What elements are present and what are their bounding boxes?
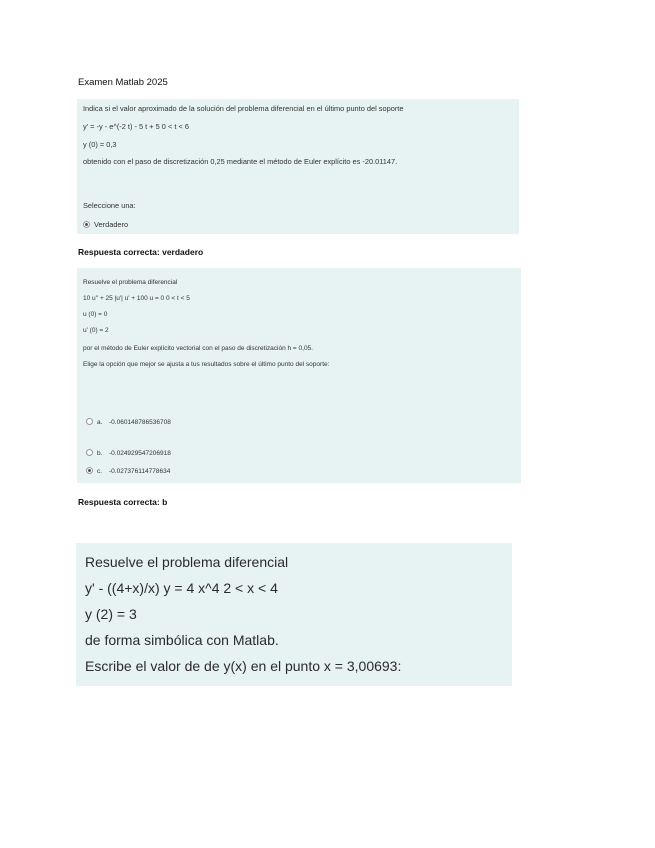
radio-selected-icon[interactable] xyxy=(86,467,93,474)
q1-initial-condition: y (0) = 0,3 xyxy=(83,140,117,149)
q1-statement: Indica si el valor aproximado de la solución del problema diferencial en el último punto del soporte xyxy=(83,104,404,113)
q2-initial-condition-u: u (0) = 0 xyxy=(83,311,108,318)
q2-correct-answer: Respuesta correcta: b xyxy=(78,497,168,507)
question-3-panel xyxy=(76,543,512,686)
q2-statement: Resuelve el problema diferencial xyxy=(83,279,178,286)
radio-unselected-icon[interactable] xyxy=(86,449,93,456)
q2-option-b[interactable]: b. -0.024929547206918 xyxy=(86,450,171,457)
question-2-panel xyxy=(77,268,521,483)
q3-equation: y' - ((4+x)/x) y = 4 x^4 2 < x < 4 xyxy=(85,580,278,596)
question-1-panel xyxy=(77,99,519,234)
q3-method: de forma simbólica con Matlab. xyxy=(85,632,279,648)
q2-method: por el método de Euler explícito vectorial con el paso de discretización h = 0,05. xyxy=(83,345,313,352)
q2-question: Elige la opción que mejor se ajusta a tus resultados sobre el último punto del soporte: xyxy=(83,361,330,368)
q2-initial-condition-du: u' (0) = 2 xyxy=(83,327,109,334)
document-title: Examen Matlab 2025 xyxy=(78,77,168,88)
q1-equation: y' = -y - e^(-2 t) - 5 t + 5 0 < t < 6 xyxy=(83,122,189,131)
q1-question: obtenido con el paso de discretización 0,25 mediante el método de Euler explícito es -20.01147. xyxy=(83,157,398,166)
q1-correct-answer: Respuesta correcta: verdadero xyxy=(78,247,204,257)
q2-option-c[interactable]: c. -0.027376114778634 xyxy=(86,468,170,475)
radio-unselected-icon[interactable] xyxy=(86,418,93,425)
q1-select-label: Seleccione una: xyxy=(83,201,136,210)
q2-option-a[interactable]: a. -0.060148786536708 xyxy=(86,419,171,426)
q3-question: Escribe el valor de de y(x) en el punto x = 3,00693: xyxy=(85,658,402,674)
q1-option-label: Verdadero xyxy=(94,220,129,229)
q1-option-true[interactable] xyxy=(83,220,128,229)
radio-selected-icon[interactable] xyxy=(83,221,90,228)
q3-initial-condition: y (2) = 3 xyxy=(85,606,137,622)
q2-equation: 10 u'' + 25 |u'| u' + 100 u = 0 0 < t < 5 xyxy=(83,295,190,302)
q3-statement: Resuelve el problema diferencial xyxy=(85,554,289,570)
